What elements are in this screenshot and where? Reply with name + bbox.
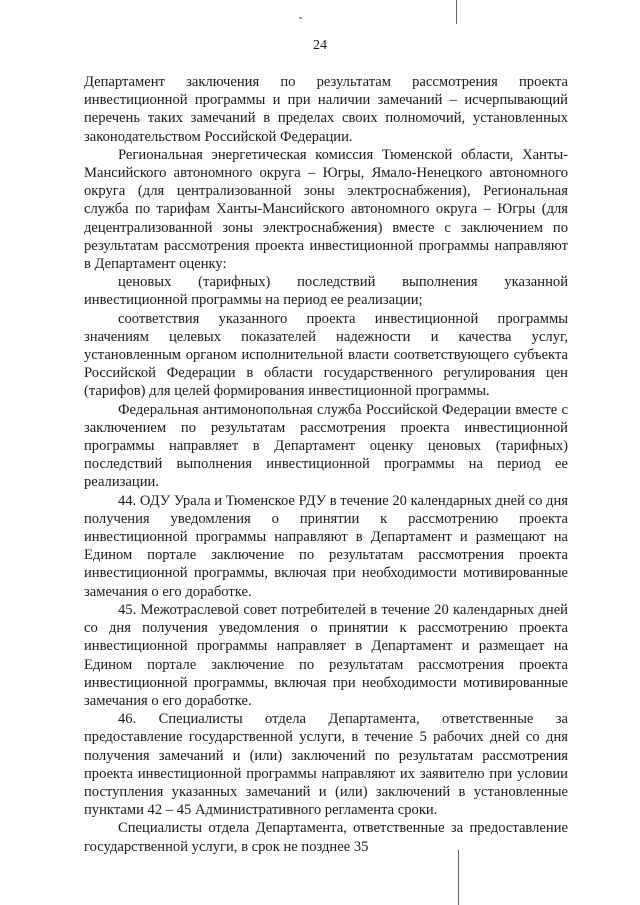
paragraph: Департамент заключения по результатам рассмотрения проекта инвестиционной программы и при наличии замечаний – исчерпывающий перечень таких замечаний в пределах своих полномочий, установленных законодательством Российской Федерации. <box>84 74 568 145</box>
paragraph: 46. Специалисты отдела Департамента, ответственные за предоставление государственной услуги, в течение 5 рабочих дней со дня получения замечаний и (или) заключений по результатам рассмотрения проекта инвестиционной программы направляют их заявителю при условии поступления указанных замечаний и (или) заключений в установленные пунктами 42 – 45 Административного регламента сроки. <box>84 711 568 819</box>
paragraph: ценовых (тарифных) последствий выполнения указанной инвестиционной программы на период ее реализации; <box>84 274 568 309</box>
paragraph: Региональная энергетическая комиссия Тюменской области, Ханты-Мансийского автономного округа – Югры, Ямало-Ненецкого автономного округа (для централизованной зоны электроснабжения), Региональная служба по тарифам Ханты-Мансийского автономного округа – Югры (для децентрализованной зоны электроснабжения) вместе с заключением по результатам рассмотрения проекта инвестиционной программы направляют в Департамент оценку: <box>84 146 568 273</box>
scan-line-artifact <box>458 850 459 905</box>
paragraph: 45. Межотраслевой совет потребителей в течение 20 календарных дней со дня получения уведомления о принятии к рассмотрению проекта инвестиционной программы направляет в Департамент и размещает на Едином портале заключение по результатам рассмотрения проекта инвестиционной программы, включая при необходимости мотивированные замечания о его доработке. <box>84 601 568 709</box>
scan-line-artifact <box>456 0 457 24</box>
paragraph: соответствия указанного проекта инвестиционной программы значениям целевых показателей надежности и качества услуг, установленным органом исполнительной власти соответствующего субъекта Российской Федерации в области государственного регулирования цен (тарифов) для целей формирования инвестиционной программы. <box>84 310 568 400</box>
page-number: 24 <box>313 38 327 53</box>
scan-speck <box>299 17 302 19</box>
paragraph: Федеральная антимонопольная служба Российской Федерации вместе с заключением по результатам рассмотрения проекта инвестиционной программы направляет в Департамент оценку ценовых (тарифных) последствий выполнения инвестиционной программы на период ее реализации. <box>84 401 568 491</box>
document-body <box>84 73 568 856</box>
paragraph: 44. ОДУ Урала и Тюменское РДУ в течение 20 календарных дней со дня получения уведомления о принятии к рассмотрению проекта инвестиционной программы направляют в Департамент и размещают на Едином портале заключение по результатам рассмотрения проекта инвестиционной программы, включая при необходимости мотивированные замечания о его доработке. <box>84 492 568 600</box>
paragraph: Специалисты отдела Департамента, ответственные за предоставление государственной услуги, в срок не позднее 35 <box>84 820 568 855</box>
